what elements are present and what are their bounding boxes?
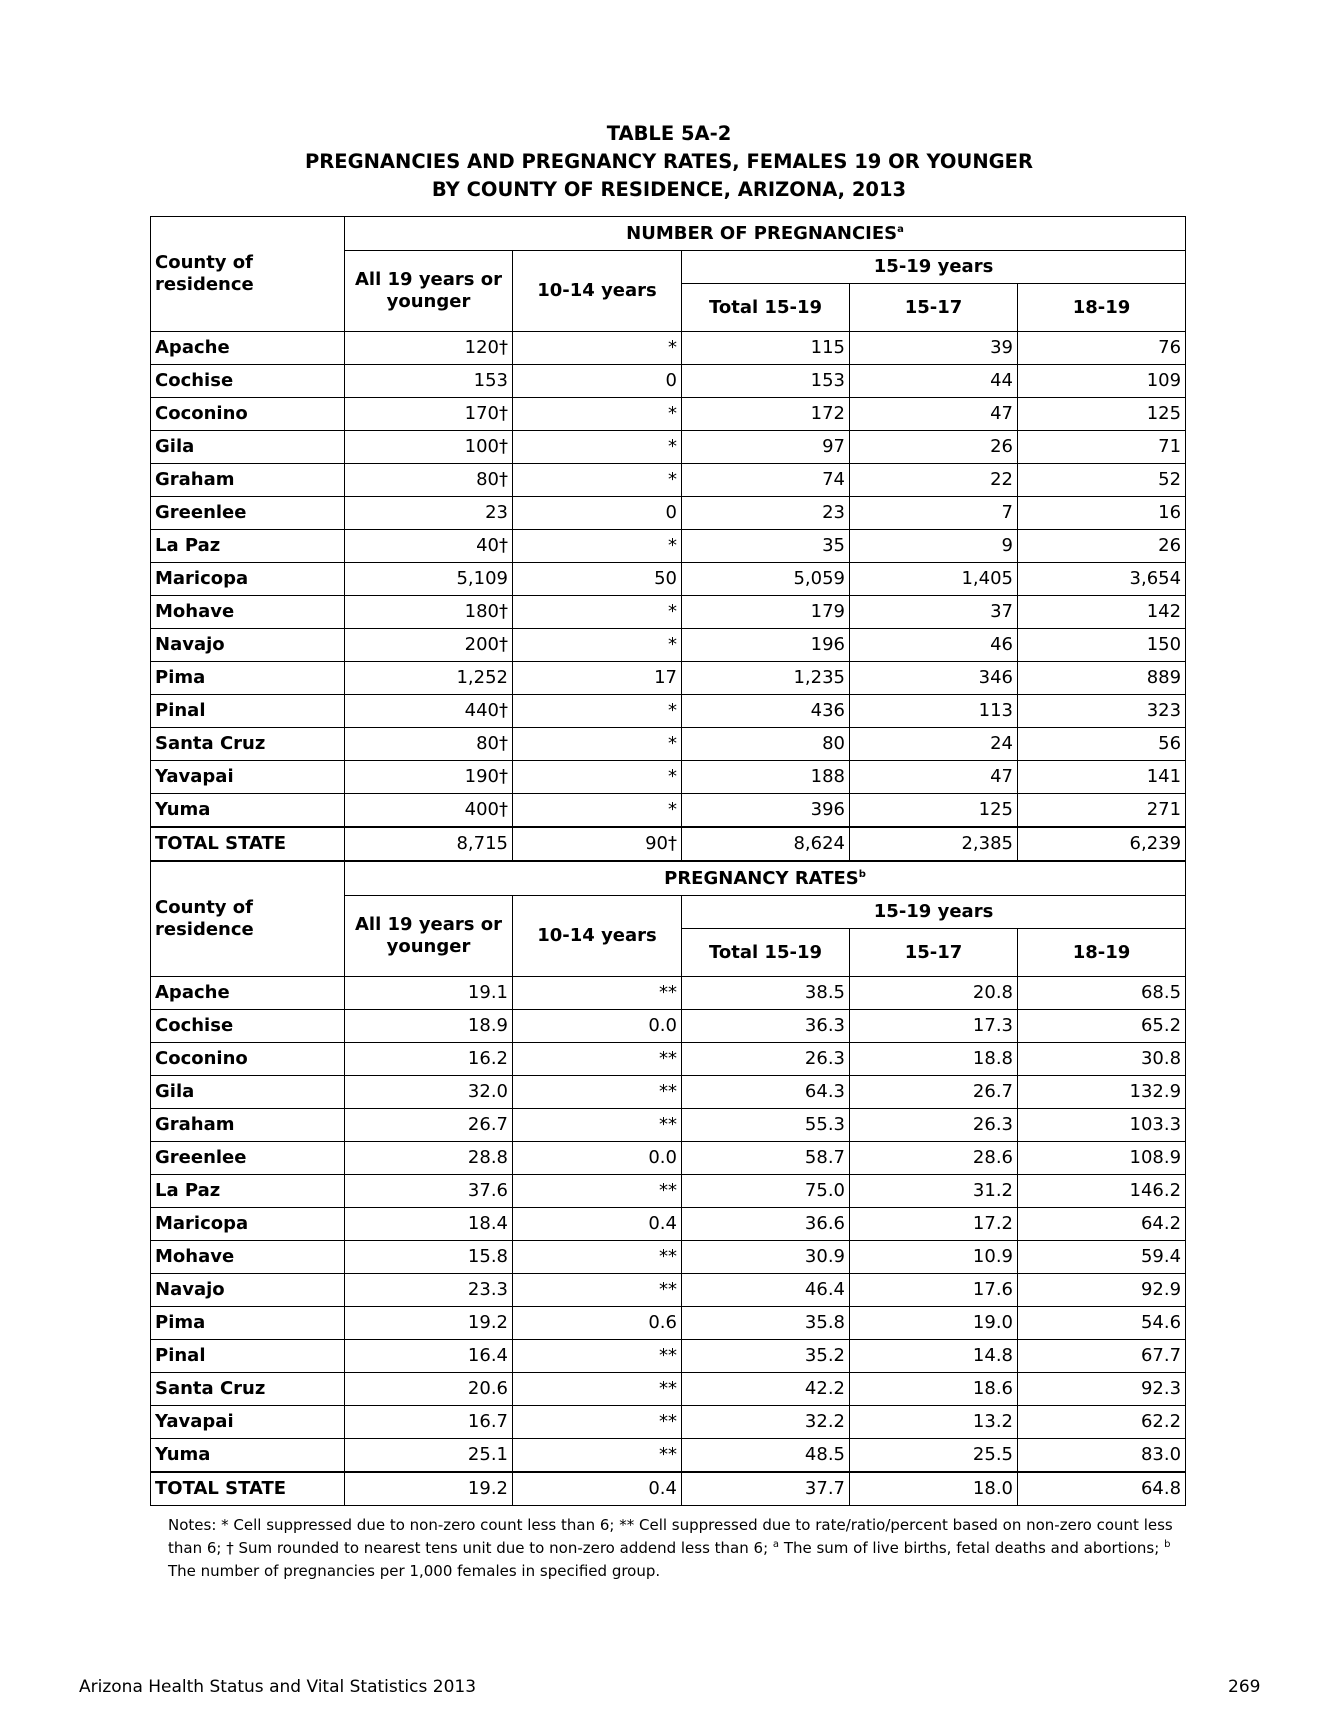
- age-10-14-cell: 0: [513, 497, 682, 530]
- county-cell: Santa Cruz: [151, 1373, 345, 1406]
- table-row: [151, 1010, 1186, 1043]
- age-18-19-cell: 65.2: [1018, 1010, 1186, 1043]
- total-15-19-cell: 46.4: [682, 1274, 850, 1307]
- age-15-17-cell: 125: [850, 794, 1018, 828]
- age-18-19-cell: 108.9: [1018, 1142, 1186, 1175]
- age-10-14-cell: *: [513, 695, 682, 728]
- age-15-17-cell: 113: [850, 695, 1018, 728]
- age-15-17-cell: 17.2: [850, 1208, 1018, 1241]
- age-18-19-cell: 54.6: [1018, 1307, 1186, 1340]
- county-cell: Maricopa: [151, 1208, 345, 1241]
- age-10-14-cell: **: [513, 1241, 682, 1274]
- total-15-19-header: Total 15-19: [682, 284, 850, 332]
- all-19-cell: 16.2: [345, 1043, 513, 1076]
- age-10-14-cell: **: [513, 1109, 682, 1142]
- age-15-17-cell: 18.6: [850, 1373, 1018, 1406]
- age-18-19-cell: 150: [1018, 629, 1186, 662]
- table-row: [151, 728, 1186, 761]
- age-10-14-cell: 0.0: [513, 1142, 682, 1175]
- county-cell: Mohave: [151, 596, 345, 629]
- table-row: [151, 530, 1186, 563]
- age-10-14-cell: **: [513, 1274, 682, 1307]
- age-18-19-cell: 64.8: [1018, 1472, 1186, 1506]
- total-15-19-cell: 42.2: [682, 1373, 850, 1406]
- all-19-cell: 19.2: [345, 1307, 513, 1340]
- county-cell: Pinal: [151, 1340, 345, 1373]
- section-title-text: PREGNANCY RATES: [664, 867, 859, 889]
- total-15-19-cell: 36.3: [682, 1010, 850, 1043]
- age-18-19-cell: 62.2: [1018, 1406, 1186, 1439]
- table-row: [151, 332, 1186, 365]
- table-body: [151, 217, 1186, 1506]
- age-18-19-cell: 3,654: [1018, 563, 1186, 596]
- all-19-cell: 26.7: [345, 1109, 513, 1142]
- age-18-19-cell: 132.9: [1018, 1076, 1186, 1109]
- notes-text-1: Notes: * Cell suppressed due to non-zero count less than 6; ** Cell suppressed due to rate/ratio/percent based on non-zero count less than 6; † Sum rounded to nearest tens unit due to non-zero addend less than 6;: [168, 1516, 1173, 1557]
- all-19-cell: 120†: [345, 332, 513, 365]
- all-19-cell: 80†: [345, 728, 513, 761]
- age-15-17-cell: 31.2: [850, 1175, 1018, 1208]
- age-15-17-cell: 346: [850, 662, 1018, 695]
- age-18-19-header: 18-19: [1018, 284, 1186, 332]
- county-cell: Pima: [151, 1307, 345, 1340]
- table-row: [151, 365, 1186, 398]
- age-18-19-cell: 146.2: [1018, 1175, 1186, 1208]
- age-18-19-cell: 83.0: [1018, 1439, 1186, 1473]
- county-cell: TOTAL STATE: [151, 827, 345, 861]
- age-10-14-cell: 50: [513, 563, 682, 596]
- county-cell: Mohave: [151, 1241, 345, 1274]
- age-18-19-cell: 30.8: [1018, 1043, 1186, 1076]
- age-15-17-header: 15-17: [850, 284, 1018, 332]
- county-cell: Yuma: [151, 1439, 345, 1473]
- age-15-17-cell: 18.8: [850, 1043, 1018, 1076]
- county-cell: Gila: [151, 1076, 345, 1109]
- total-15-19-cell: 48.5: [682, 1439, 850, 1473]
- all-19-cell: 440†: [345, 695, 513, 728]
- all-19-cell: 32.0: [345, 1076, 513, 1109]
- total-15-19-cell: 36.6: [682, 1208, 850, 1241]
- county-cell: Greenlee: [151, 497, 345, 530]
- age-18-19-cell: 71: [1018, 431, 1186, 464]
- all-19-cell: 5,109: [345, 563, 513, 596]
- total-15-19-cell: 58.7: [682, 1142, 850, 1175]
- age-15-17-cell: 37: [850, 596, 1018, 629]
- all-19-cell: 19.2: [345, 1472, 513, 1506]
- table-row: [151, 1307, 1186, 1340]
- total-15-19-cell: 23: [682, 497, 850, 530]
- table-row: [151, 1406, 1186, 1439]
- age-15-17-cell: 7: [850, 497, 1018, 530]
- age-15-17-cell: 20.8: [850, 977, 1018, 1010]
- age-10-14-cell: 17: [513, 662, 682, 695]
- county-cell: Graham: [151, 1109, 345, 1142]
- age-15-17-cell: 26.3: [850, 1109, 1018, 1142]
- all-19-cell: 153: [345, 365, 513, 398]
- county-cell: Apache: [151, 332, 345, 365]
- age-15-17-cell: 28.6: [850, 1142, 1018, 1175]
- table-row: [151, 497, 1186, 530]
- age-18-19-cell: 323: [1018, 695, 1186, 728]
- all-19-cell: 15.8: [345, 1241, 513, 1274]
- age-15-17-cell: 17.3: [850, 1010, 1018, 1043]
- age-15-17-cell: 22: [850, 464, 1018, 497]
- age-10-14-cell: *: [513, 794, 682, 828]
- table-row: [151, 1241, 1186, 1274]
- table-row: [151, 398, 1186, 431]
- table-row: [151, 431, 1186, 464]
- all-19-cell: 28.8: [345, 1142, 513, 1175]
- age-18-19-cell: 103.3: [1018, 1109, 1186, 1142]
- all-19-header: All 19 years or younger: [345, 251, 513, 332]
- table-row: [151, 596, 1186, 629]
- age-10-14-cell: *: [513, 530, 682, 563]
- footer-publication: Arizona Health Status and Vital Statistics 2013: [79, 1677, 477, 1697]
- total-15-19-cell: 1,235: [682, 662, 850, 695]
- table-row: [151, 464, 1186, 497]
- total-15-19-cell: 35.8: [682, 1307, 850, 1340]
- total-15-19-cell: 55.3: [682, 1109, 850, 1142]
- total-row: [151, 827, 1186, 861]
- age-18-19-cell: 6,239: [1018, 827, 1186, 861]
- age-18-19-cell: 271: [1018, 794, 1186, 828]
- table-row: [151, 1208, 1186, 1241]
- notes-text-2: The sum of live births, fetal deaths and abortions;: [779, 1539, 1165, 1557]
- age-18-19-cell: 67.7: [1018, 1340, 1186, 1373]
- total-15-19-cell: 37.7: [682, 1472, 850, 1506]
- all-19-cell: 190†: [345, 761, 513, 794]
- age-18-19-cell: 59.4: [1018, 1241, 1186, 1274]
- age-10-14-cell: 0.0: [513, 1010, 682, 1043]
- age-15-17-cell: 13.2: [850, 1406, 1018, 1439]
- age-10-14-cell: *: [513, 629, 682, 662]
- section-title-text: NUMBER OF PREGNANCIES: [626, 222, 898, 244]
- all-19-cell: 100†: [345, 431, 513, 464]
- age-10-14-cell: 0.4: [513, 1208, 682, 1241]
- age-18-19-cell: 109: [1018, 365, 1186, 398]
- age-15-17-cell: 1,405: [850, 563, 1018, 596]
- table-row: [151, 629, 1186, 662]
- table-row: [151, 977, 1186, 1010]
- age-15-17-cell: 18.0: [850, 1472, 1018, 1506]
- all-19-cell: 16.4: [345, 1340, 513, 1373]
- age-15-17-cell: 47: [850, 761, 1018, 794]
- age-10-14-cell: *: [513, 596, 682, 629]
- total-15-19-cell: 30.9: [682, 1241, 850, 1274]
- notes-sup-b: b: [1164, 1539, 1171, 1550]
- age-10-14-cell: 0.6: [513, 1307, 682, 1340]
- county-cell: Graham: [151, 464, 345, 497]
- total-row: [151, 1472, 1186, 1506]
- total-15-19-cell: 38.5: [682, 977, 850, 1010]
- table-row: [151, 1142, 1186, 1175]
- table-row: [151, 695, 1186, 728]
- age-18-19-cell: 125: [1018, 398, 1186, 431]
- age-18-19-cell: 64.2: [1018, 1208, 1186, 1241]
- county-header: County of residence: [151, 861, 345, 977]
- age-18-19-cell: 16: [1018, 497, 1186, 530]
- table-row: [151, 563, 1186, 596]
- age-15-17-cell: 9: [850, 530, 1018, 563]
- total-15-19-cell: 436: [682, 695, 850, 728]
- total-15-19-cell: 75.0: [682, 1175, 850, 1208]
- total-15-19-cell: 26.3: [682, 1043, 850, 1076]
- age-18-19-cell: 68.5: [1018, 977, 1186, 1010]
- all-19-cell: 1,252: [345, 662, 513, 695]
- all-19-cell: 170†: [345, 398, 513, 431]
- all-19-cell: 400†: [345, 794, 513, 828]
- section-title: [345, 861, 1186, 896]
- section-header-row: [151, 217, 1186, 251]
- county-cell: La Paz: [151, 1175, 345, 1208]
- age-18-19-cell: 76: [1018, 332, 1186, 365]
- total-15-19-cell: 396: [682, 794, 850, 828]
- county-cell: Yavapai: [151, 1406, 345, 1439]
- county-cell: Navajo: [151, 629, 345, 662]
- age-15-17-header: 15-17: [850, 929, 1018, 977]
- table-row: [151, 1175, 1186, 1208]
- table-row: [151, 1109, 1186, 1142]
- table-title: [0, 120, 1338, 204]
- age-15-17-cell: 19.0: [850, 1307, 1018, 1340]
- table-row: [151, 1274, 1186, 1307]
- total-15-19-cell: 172: [682, 398, 850, 431]
- age-15-17-cell: 17.6: [850, 1274, 1018, 1307]
- age-10-14-cell: **: [513, 1043, 682, 1076]
- age-15-17-cell: 44: [850, 365, 1018, 398]
- page-number: 269: [1228, 1677, 1261, 1697]
- all-19-cell: 20.6: [345, 1373, 513, 1406]
- age-15-17-cell: 14.8: [850, 1340, 1018, 1373]
- age-10-14-cell: **: [513, 1340, 682, 1373]
- county-cell: Cochise: [151, 1010, 345, 1043]
- age-10-14-cell: *: [513, 761, 682, 794]
- age-10-14-cell: **: [513, 1439, 682, 1473]
- county-cell: Greenlee: [151, 1142, 345, 1175]
- total-15-19-header: Total 15-19: [682, 929, 850, 977]
- age-18-19-cell: 92.3: [1018, 1373, 1186, 1406]
- total-15-19-cell: 74: [682, 464, 850, 497]
- total-15-19-cell: 179: [682, 596, 850, 629]
- table-row: [151, 1043, 1186, 1076]
- age-10-14-cell: *: [513, 464, 682, 497]
- county-cell: Navajo: [151, 1274, 345, 1307]
- total-15-19-cell: 35: [682, 530, 850, 563]
- age-18-19-cell: 92.9: [1018, 1274, 1186, 1307]
- age-10-14-cell: **: [513, 1076, 682, 1109]
- county-cell: TOTAL STATE: [151, 1472, 345, 1506]
- county-cell: Pinal: [151, 695, 345, 728]
- age-10-14-header: 10-14 years: [513, 896, 682, 977]
- section-title-sup: b: [858, 868, 866, 880]
- title-line-1: TABLE 5A-2: [606, 122, 732, 145]
- age-10-14-cell: **: [513, 1373, 682, 1406]
- all-19-cell: 23: [345, 497, 513, 530]
- age-10-14-cell: **: [513, 1175, 682, 1208]
- age-15-17-cell: 46: [850, 629, 1018, 662]
- all-19-cell: 37.6: [345, 1175, 513, 1208]
- pregnancy-table: [150, 216, 1186, 1506]
- notes-text-3: The number of pregnancies per 1,000 females in specified group.: [168, 1562, 661, 1580]
- table-row: [151, 1373, 1186, 1406]
- all-19-cell: 40†: [345, 530, 513, 563]
- county-cell: Maricopa: [151, 563, 345, 596]
- table-row: [151, 1439, 1186, 1473]
- county-cell: Yavapai: [151, 761, 345, 794]
- total-15-19-cell: 32.2: [682, 1406, 850, 1439]
- county-cell: Gila: [151, 431, 345, 464]
- all-19-header: All 19 years or younger: [345, 896, 513, 977]
- table-row: [151, 794, 1186, 828]
- total-15-19-cell: 35.2: [682, 1340, 850, 1373]
- age-15-17-cell: 10.9: [850, 1241, 1018, 1274]
- county-cell: Coconino: [151, 398, 345, 431]
- age-15-19-header: 15-19 years: [682, 896, 1186, 929]
- age-10-14-cell: **: [513, 977, 682, 1010]
- table-row: [151, 662, 1186, 695]
- total-15-19-cell: 5,059: [682, 563, 850, 596]
- age-15-19-header: 15-19 years: [682, 251, 1186, 284]
- age-15-17-cell: 2,385: [850, 827, 1018, 861]
- section-title-sup: a: [897, 223, 904, 235]
- total-15-19-cell: 115: [682, 332, 850, 365]
- table-row: [151, 761, 1186, 794]
- age-18-19-cell: 142: [1018, 596, 1186, 629]
- age-18-19-cell: 56: [1018, 728, 1186, 761]
- all-19-cell: 23.3: [345, 1274, 513, 1307]
- age-15-17-cell: 26.7: [850, 1076, 1018, 1109]
- age-18-19-header: 18-19: [1018, 929, 1186, 977]
- notes-sup-a: a: [772, 1539, 780, 1550]
- county-cell: Cochise: [151, 365, 345, 398]
- total-15-19-cell: 153: [682, 365, 850, 398]
- age-10-14-cell: *: [513, 398, 682, 431]
- age-15-17-cell: 39: [850, 332, 1018, 365]
- section-header-row: [151, 861, 1186, 896]
- county-cell: Apache: [151, 977, 345, 1010]
- total-15-19-cell: 64.3: [682, 1076, 850, 1109]
- all-19-cell: 180†: [345, 596, 513, 629]
- age-10-14-cell: 0: [513, 365, 682, 398]
- age-18-19-cell: 141: [1018, 761, 1186, 794]
- age-10-14-cell: *: [513, 431, 682, 464]
- title-line-2: PREGNANCIES AND PREGNANCY RATES, FEMALES 19 OR YOUNGER: [304, 150, 1034, 173]
- county-cell: La Paz: [151, 530, 345, 563]
- age-10-14-cell: **: [513, 1406, 682, 1439]
- county-cell: Yuma: [151, 794, 345, 828]
- age-15-17-cell: 47: [850, 398, 1018, 431]
- age-18-19-cell: 26: [1018, 530, 1186, 563]
- age-18-19-cell: 889: [1018, 662, 1186, 695]
- age-15-17-cell: 25.5: [850, 1439, 1018, 1473]
- all-19-cell: 18.9: [345, 1010, 513, 1043]
- age-10-14-cell: *: [513, 332, 682, 365]
- all-19-cell: 19.1: [345, 977, 513, 1010]
- total-15-19-cell: 196: [682, 629, 850, 662]
- total-15-19-cell: 97: [682, 431, 850, 464]
- all-19-cell: 8,715: [345, 827, 513, 861]
- county-header: County of residence: [151, 217, 345, 332]
- age-10-14-cell: *: [513, 728, 682, 761]
- all-19-cell: 80†: [345, 464, 513, 497]
- age-10-14-header: 10-14 years: [513, 251, 682, 332]
- all-19-cell: 18.4: [345, 1208, 513, 1241]
- county-cell: Coconino: [151, 1043, 345, 1076]
- age-15-17-cell: 26: [850, 431, 1018, 464]
- title-line-3: BY COUNTY OF RESIDENCE, ARIZONA, 2013: [431, 178, 907, 201]
- age-15-17-cell: 24: [850, 728, 1018, 761]
- section-title: [345, 217, 1186, 251]
- age-10-14-cell: 0.4: [513, 1472, 682, 1506]
- total-15-19-cell: 8,624: [682, 827, 850, 861]
- table-row: [151, 1076, 1186, 1109]
- county-cell: Santa Cruz: [151, 728, 345, 761]
- age-18-19-cell: 52: [1018, 464, 1186, 497]
- all-19-cell: 16.7: [345, 1406, 513, 1439]
- table-row: [151, 1340, 1186, 1373]
- all-19-cell: 200†: [345, 629, 513, 662]
- all-19-cell: 25.1: [345, 1439, 513, 1473]
- total-15-19-cell: 188: [682, 761, 850, 794]
- table-notes: [168, 1514, 1183, 1583]
- county-cell: Pima: [151, 662, 345, 695]
- total-15-19-cell: 80: [682, 728, 850, 761]
- age-10-14-cell: 90†: [513, 827, 682, 861]
